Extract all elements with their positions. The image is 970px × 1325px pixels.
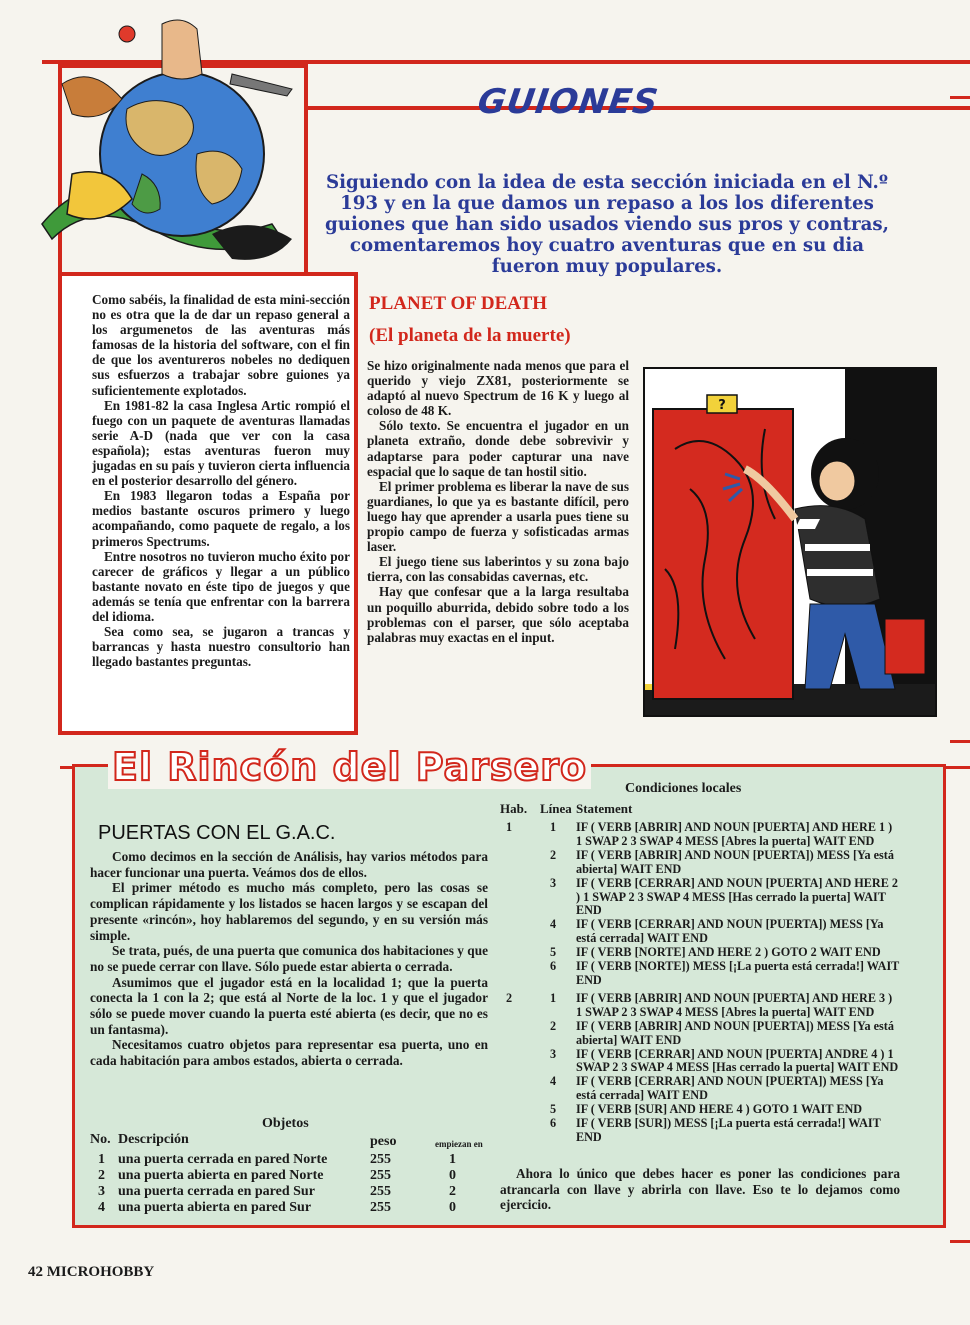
condition-row: 2 1 IF ( VERB [ABRIR] AND NOUN [PUERTA] AND HERE 3 ) 1 SWAP 2 3 SWAP 4 MESS [Abres la puerta] WAIT END — [506, 990, 893, 1019]
adventure-globe-illustration — [32, 14, 322, 280]
article-paragraph: El primer problema es liberar la nave de sus guardianes, lo que ya es bastante difícil, pero luego hay que aprender a usarla pues tiene su propio campo de fuerza y sofisticadas armas laser. — [367, 478, 629, 555]
planet-of-death-text — [367, 358, 629, 645]
condition-row: 2 IF ( VERB [ABRIR] AND NOUN [PUERTA]) MESS [Ya está abierta] WAIT END — [550, 847, 894, 876]
article-paragraph: El juego tiene sus laberintos y su zona bajo tierra, con las consabidas cavernas, etc. — [367, 554, 629, 585]
condition-row: 5 IF ( VERB [NORTE] AND HERE 2 ) GOTO 2 WAIT END — [550, 945, 881, 960]
condition-row: 4 IF ( VERB [CERRAR] AND NOUN [PUERTA]) MESS [Ya está cerrada] WAIT END — [550, 917, 884, 946]
condition-row: 4 IF ( VERB [CERRAR] AND NOUN [PUERTA]) MESS [Ya está cerrada] WAIT END — [550, 1074, 884, 1103]
left-paragraph: Como sabéis, la finalidad de esta mini-sección no es otra que la de dar un repaso general a los argumenetos de las aventuras más famosas de la historia del software, con el fin de que los aventureros nobeles no dediquen sus esfuerzos a trabajar sobre guiones ya suficientemente explotados. — [92, 292, 350, 398]
article-paragraph: Sólo texto. Se encuentra el jugador en un planeta extraño, donde debe sobrevivir y adaptarse para poder capturar una nave espacial que lo saque de tan hostil sitio. — [367, 418, 629, 479]
objects-table — [90, 1132, 483, 1216]
left-paragraph: Entre nosotros no tuvieron mucho éxito por carecer de gráficos y llegar a un público bastante novato en éste tipo de juegos y que además se tenía que enfrentar con la barrera del idioma. — [92, 548, 350, 624]
conditions-header-linea: Línea — [540, 801, 572, 816]
parsero-paragraph: Como decimos en la sección de Análisis, hay varios métodos para hacer funcionar una puerta. Veámos dos de ellos. — [90, 849, 488, 880]
header-start: empiezan en — [435, 1139, 483, 1149]
door-sign: ? — [718, 398, 726, 413]
condition-row: 3 IF ( VERB [CERRAR] AND NOUN [PUERTA] AND HERE 2 ) 1 SWAP 2 3 SWAP 4 MESS [Has cerrado la puerta] WAIT END — [550, 875, 898, 918]
left-paragraph: En 1983 llegaron todas a España por medios bastante oscuros primero y luego acompañando, como paquete de regalo, a los primeros Spectrums. — [92, 488, 350, 549]
article-subtitle: (El planeta de la muerte) — [369, 325, 571, 346]
parsero-paragraph: Asumimos que el jugador está en la localidad 1; que la puerta conecta la 1 con la 2; que está al Norte de la loc. 1 y que el jugador sólo se puede mover cuando la puerta esté abierta (es decir, que no es un fantasma). — [90, 974, 488, 1037]
table-row: 4 una puerta abierta en pared Sur 255 0 — [98, 1200, 456, 1215]
parsero-banner: El Rincón del Parsero — [108, 745, 591, 789]
intro-text: Siguiendo con la idea de esta sección iniciada en el N.º 193 y en la que damos un repaso a los los diferentes guiones que han sido usados viendo sus pros y contras, comentaremos hoy cuatro aventuras que en su dia fueron muy populares. — [325, 172, 889, 277]
article-paragraph: Se hizo originalmente nada menos que para el querido y viejo ZX81, posteriormente se adaptó al nuevo Spectrum de 16 K y luego al coloso de 48 K. — [367, 358, 629, 419]
section-title: GUIONES — [475, 82, 662, 122]
conditions-header-statement: Statement — [576, 801, 633, 816]
parsero-paragraph: Se trata, pués, de una puerta que comunica dos habitaciones y que no se puede cerrar con llave. Sólo puede estar abierta o cerrada. — [90, 943, 488, 974]
table-row: 3 una puerta cerrada en pared Sur 255 2 — [98, 1184, 456, 1199]
right-edge-line-2 — [950, 740, 970, 743]
conditions-header-hab: Hab. — [500, 801, 528, 816]
conditions-title: Condiciones locales — [625, 781, 742, 796]
page-footer: 42 MICROHOBBY — [28, 1264, 155, 1280]
table-header-row — [90, 1132, 483, 1152]
table-row: 2 una puerta abierta en pared Norte 255 0 — [98, 1168, 456, 1183]
condition-row: 6 IF ( VERB [SUR]) MESS [¡La puerta está cerrada!] WAIT END — [550, 1116, 881, 1144]
left-paragraph: Sea como sea, se jugaron a trancas y barrancas y hasta nuestro consultorio han llegado bastantes preguntas. — [92, 624, 350, 670]
article-paragraph: Hay que confesar que a la larga resultaba un poquillo aburrida, debido sobre todo a los problemas con el parser, que sólo aceptaba palabras muy exactas en el input. — [367, 584, 629, 645]
right-edge-line-1 — [950, 96, 970, 99]
parsero-paragraph: El primer método es mucho más completo, pero las cosas se complican rápidamente y los listados se hacen largos y se escapan del presente «rincón», hoy hablaremos del segundo, y en su versión más simple. — [90, 880, 488, 943]
article-title: PLANET OF DEATH — [369, 293, 548, 314]
objects-title: Objetos — [262, 1116, 309, 1131]
condition-row: 6 IF ( VERB [NORTE]) MESS [¡La puerta está cerrada!] WAIT END — [550, 959, 900, 987]
parsero-title: PUERTAS CON EL G.A.C. — [98, 822, 336, 844]
condition-row: 5 IF ( VERB [SUR] AND HERE 4 ) GOTO 1 WAIT END — [550, 1102, 863, 1117]
table-row: 1 una puerta cerrada en pared Norte 255 1 — [98, 1152, 456, 1167]
right-edge-line-3 — [950, 1240, 970, 1243]
conditions-list — [500, 821, 900, 1145]
condition-row: 1 1 IF ( VERB [ABRIR] AND NOUN [PUERTA] AND HERE 1 ) 1 SWAP 2 3 SWAP 4 MESS [Abres la puerta] WAIT END — [506, 820, 893, 848]
header-no: No. — [90, 1132, 111, 1147]
planet-of-death-heading — [369, 290, 571, 350]
left-column-text — [92, 292, 350, 669]
closing-text: Ahora lo único que debes hacer es poner las condiciones para atrancarla con llave y abrirla con llave. Eso te lo dejamos como ejercicio. — [500, 1166, 900, 1213]
left-paragraph: En 1981-82 la casa Inglesa Artic rompió el fuego con un paquete de aventuras llamadas serie A-D (nada que ver con la casa española); estas aventuras fueron muy jugadas en su país y tuvieron cierta influencia en el posterior desarrollo del género. — [92, 397, 350, 489]
header-desc: Descripción — [118, 1132, 189, 1147]
parsero-text — [90, 849, 488, 1069]
condition-row: 2 IF ( VERB [ABRIR] AND NOUN [PUERTA]) MESS [Ya está abierta] WAIT END — [550, 1018, 894, 1047]
door-cartoon-illustration — [643, 367, 937, 717]
condition-row: 3 IF ( VERB [CERRAR] AND NOUN [PUERTA] ANDRE 4 ) 1 SWAP 2 3 SWAP 4 MESS [Has cerrado la puerta] WAIT END — [550, 1046, 899, 1075]
header-peso: peso — [370, 1134, 397, 1149]
cartoon-drawing — [645, 369, 935, 715]
parsero-paragraph: Necesitamos cuatro objetos para representar esa puerta, uno en cada habitación para ambos estados, abierta o cerrada. — [90, 1037, 488, 1069]
